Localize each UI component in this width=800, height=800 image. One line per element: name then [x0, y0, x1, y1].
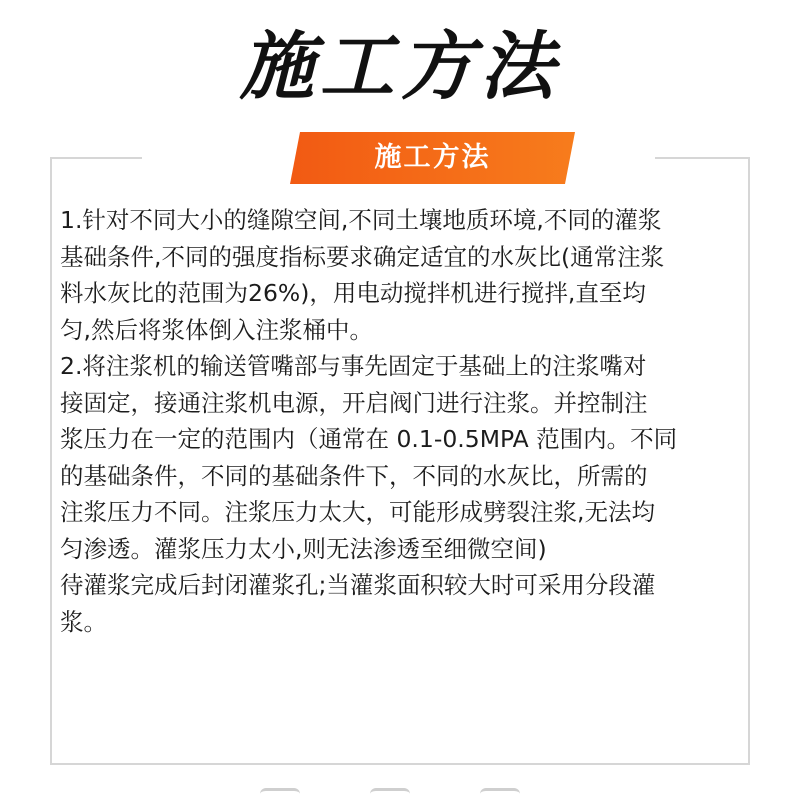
- text-line: 注浆压力不同。注浆压力太大，可能形成劈裂注浆,无法均: [60, 498, 655, 526]
- text-line: 匀渗透。灌浆压力太小,则无法渗透至细微空间): [60, 534, 547, 563]
- cropped-glyph: [260, 788, 300, 799]
- text-line: 待灌浆完成后封闭灌浆孔;当灌浆面积较大时可采用分段灌: [60, 571, 656, 599]
- text-line: 的基础条件，不同的基础条件下，不同的水灰比，所需的: [60, 461, 648, 490]
- text-line: 浆。: [60, 607, 107, 636]
- text-line: 接固定，接通注浆机电源，开启阀门进行注浆。并控制注: [60, 388, 648, 417]
- text-line: 1.针对不同大小的缝隙空间,不同土壤地质环境,不同的灌浆: [60, 206, 662, 234]
- frame-top-right-divider: [655, 157, 750, 159]
- page-title: 施工方法: [240, 24, 560, 110]
- text-line: 2.将注浆机的输送管嘴部与事先固定于基础上的注浆嘴对: [60, 352, 647, 380]
- text-line: 料水灰比的范围为26%)，用电动搅拌机进行搅拌,直至均: [60, 279, 646, 307]
- cropped-glyph: [480, 788, 520, 799]
- frame-top-left-divider: [50, 157, 142, 159]
- cropped-glyph: [370, 788, 410, 799]
- text-line: 基础条件,不同的强度指标要求确定适宜的水灰比(通常注浆: [60, 242, 665, 271]
- cropped-next-section: [250, 788, 550, 800]
- text-line: 浆压力在一定的范围内（通常在 0.1-0.5MPA 范围内。不同: [60, 425, 678, 453]
- method-text-block: [60, 202, 745, 640]
- method-paragraph: [60, 202, 745, 640]
- text-line: 匀,然后将浆体倒入注浆桶中。: [60, 315, 373, 344]
- section-banner-title: 施工方法: [374, 142, 491, 173]
